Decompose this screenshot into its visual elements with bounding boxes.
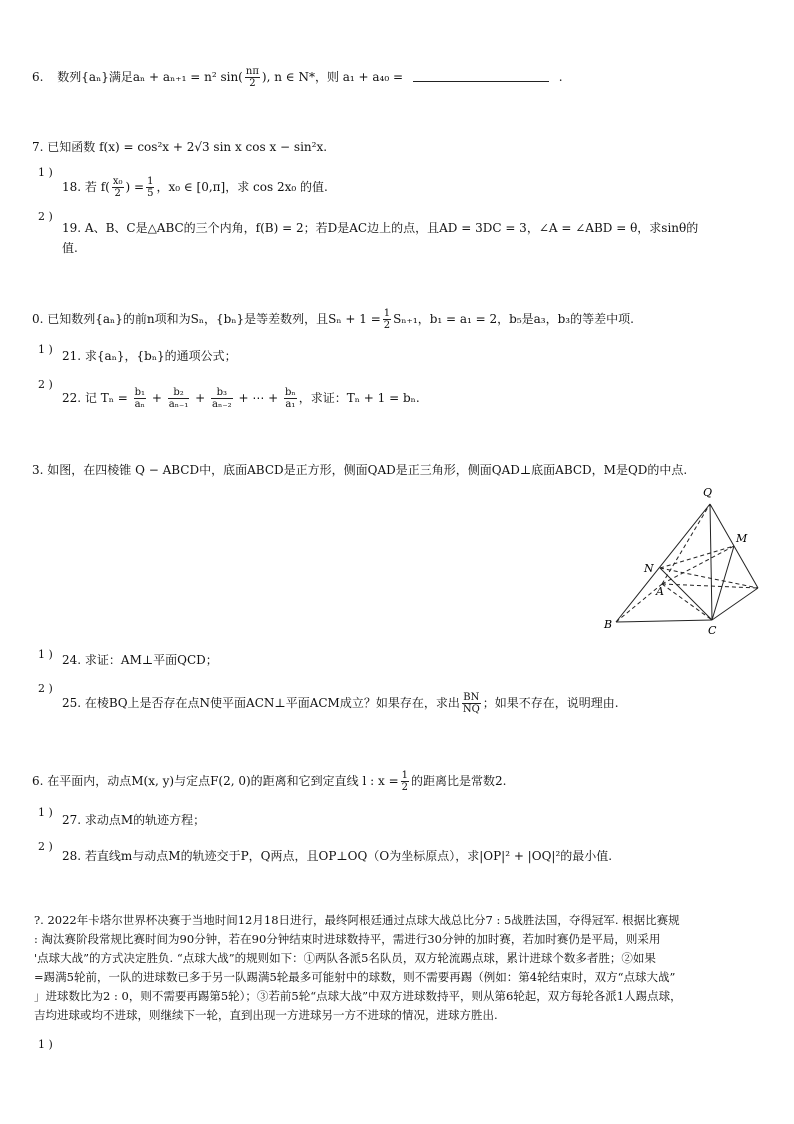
q29-line-2: : 淘汰赛阶段常规比赛时间为90分钟，若在90分钟结束时进球数持平，需进行30分钟的加时赛，若加时赛仍是平局，则采用 [34,932,661,946]
question-29-paragraph [34,911,794,1025]
q7-sub1-label: 1 ) [38,166,53,179]
label-b: B [604,618,613,631]
pyramid-figure [598,482,768,638]
q29-line-6: 吉均进球或均不进球，则继续下一轮，直到出现一方进球另一方不进球的情况，进球方胜出. [34,1008,498,1022]
label-m: M [736,532,748,545]
question-25: 25. 在棱BQ上是否存在点N使平面ACN⊥平面ACM成立？如果存在，求出 $\frac{BN}{NQ}$ ；如果不存在，说明理由. [62,692,619,715]
q29-line-4: =踢满5轮前，一队的进球数已多于另一队踢满5轮最多可能射中的球数，则不需要再踢（例如：第4轮结束时，双方“点球大战” [34,970,676,984]
question-24: 24. 求证：AM⊥平面QCD； [62,653,218,667]
q6-answer-blank[interactable] [413,69,549,82]
q7-sub2-label: 2 ) [38,210,53,223]
question-26-stem: 6. 在平面内，动点M(x, y)与定点F(2, 0)的距离和它到定直线 l : x = $\frac{1}{2}$ 的距离比是常数2. [32,770,507,793]
q20-sub1-label: 1 ) [38,343,53,356]
question-18: 18. 若 f( $\frac{\text{x₀}}{2}$ ) = $\frac{1}{5}$ ，x₀ ∈ [0,π]，求 cos 2x₀ 的值. [62,176,328,199]
question-7-stem: 7. 已知函数 f(x) = cos²x + 2√3 sin x cos x − sin²x. [32,140,328,154]
q26-sub2-label: 2 ) [38,840,53,853]
q23-sub1-label: 1 ) [38,648,53,661]
q6-end: . [558,70,563,84]
q29-line-5: 」进球数比为2 : 0，则不需要再踢第5轮）；③若前5轮“点球大战”中双方进球数持平，则从第6轮起，双方每轮各派1人踢点球， [34,989,682,1003]
q20-sub2-label: 2 ) [38,378,53,391]
q6-fraction: $\frac{n\pi}{2}$ [245,66,259,89]
label-n: N [644,562,654,575]
question-6 [32,66,563,89]
label-a: A [656,585,664,598]
q6-text-post: ), n ∈ N*，则 a₁ + a₄₀ = [261,70,404,84]
question-19-line1: 19. A、B、C是△ABC的三个内角，f(B) = 2；若D是AC边上的点，且AD = 3DC = 3，∠A = ∠ABD = θ，求sinθ的 [62,221,699,235]
label-q: Q [703,486,713,499]
question-20-stem: 0. 已知数列{aₙ}的前n项和为Sₙ，{bₙ}是等差数列，且Sₙ + 1 = $\frac{1}{2}$ Sₙ₊₁，b₁ = a₁ = 2，b₅是a₃，b₃的等差中项. [32,308,634,331]
question-28: 28. 若直线m与动点M的轨迹交于P，Q两点，且OP⊥OQ（O为坐标原点），求|OP|² + |OQ|²的最小值. [62,849,613,863]
q6-number: 6. [32,70,44,84]
question-19-line2: 值. [62,241,78,255]
q29-line-3: '点球大战”的方式决定胜负. “点球大战”的规则如下：①两队各派5名队员，双方轮流踢点球，累计进球个数多者胜；②如果 [34,951,656,965]
question-27: 27. 求动点M的轨迹方程； [62,813,206,827]
q23-sub2-label: 2 ) [38,682,53,695]
q29-sub1-label: 1 ) [38,1038,53,1051]
label-c: C [708,624,717,637]
q26-sub1-label: 1 ) [38,806,53,819]
question-22: 22. 记 Tₙ = $\frac{\text{b₁}}{\text{aₙ}}$ + $\frac{\text{b₂}}{\text{aₙ₋₁}}$ + $\frac{\text{b₃}}{\text{aₙ₋₂}}$ + ⋯ + $\frac{\text{bₙ}}{\text{a₁}}$ ，求证：Tₙ + 1 = bₙ. [62,387,420,410]
question-21: 21. 求{aₙ}，{bₙ}的通项公式； [62,349,237,363]
q29-line-1: ?. 2022年卡塔尔世界杯决赛于当地时间12月18日进行，最终阿根廷通过点球大战总比分7 : 5战胜法国，夺得冠军. 根据比赛规 [34,913,680,927]
question-23-stem: 3. 如图，在四棱锥 Q − ABCD中，底面ABCD是正方形，侧面QAD是正三角形，侧面QAD⊥底面ABCD，M是QD的中点. [32,463,688,477]
q6-text-pre: 数列{aₙ}满足aₙ + aₙ₊₁ = n² sin( [57,70,243,84]
